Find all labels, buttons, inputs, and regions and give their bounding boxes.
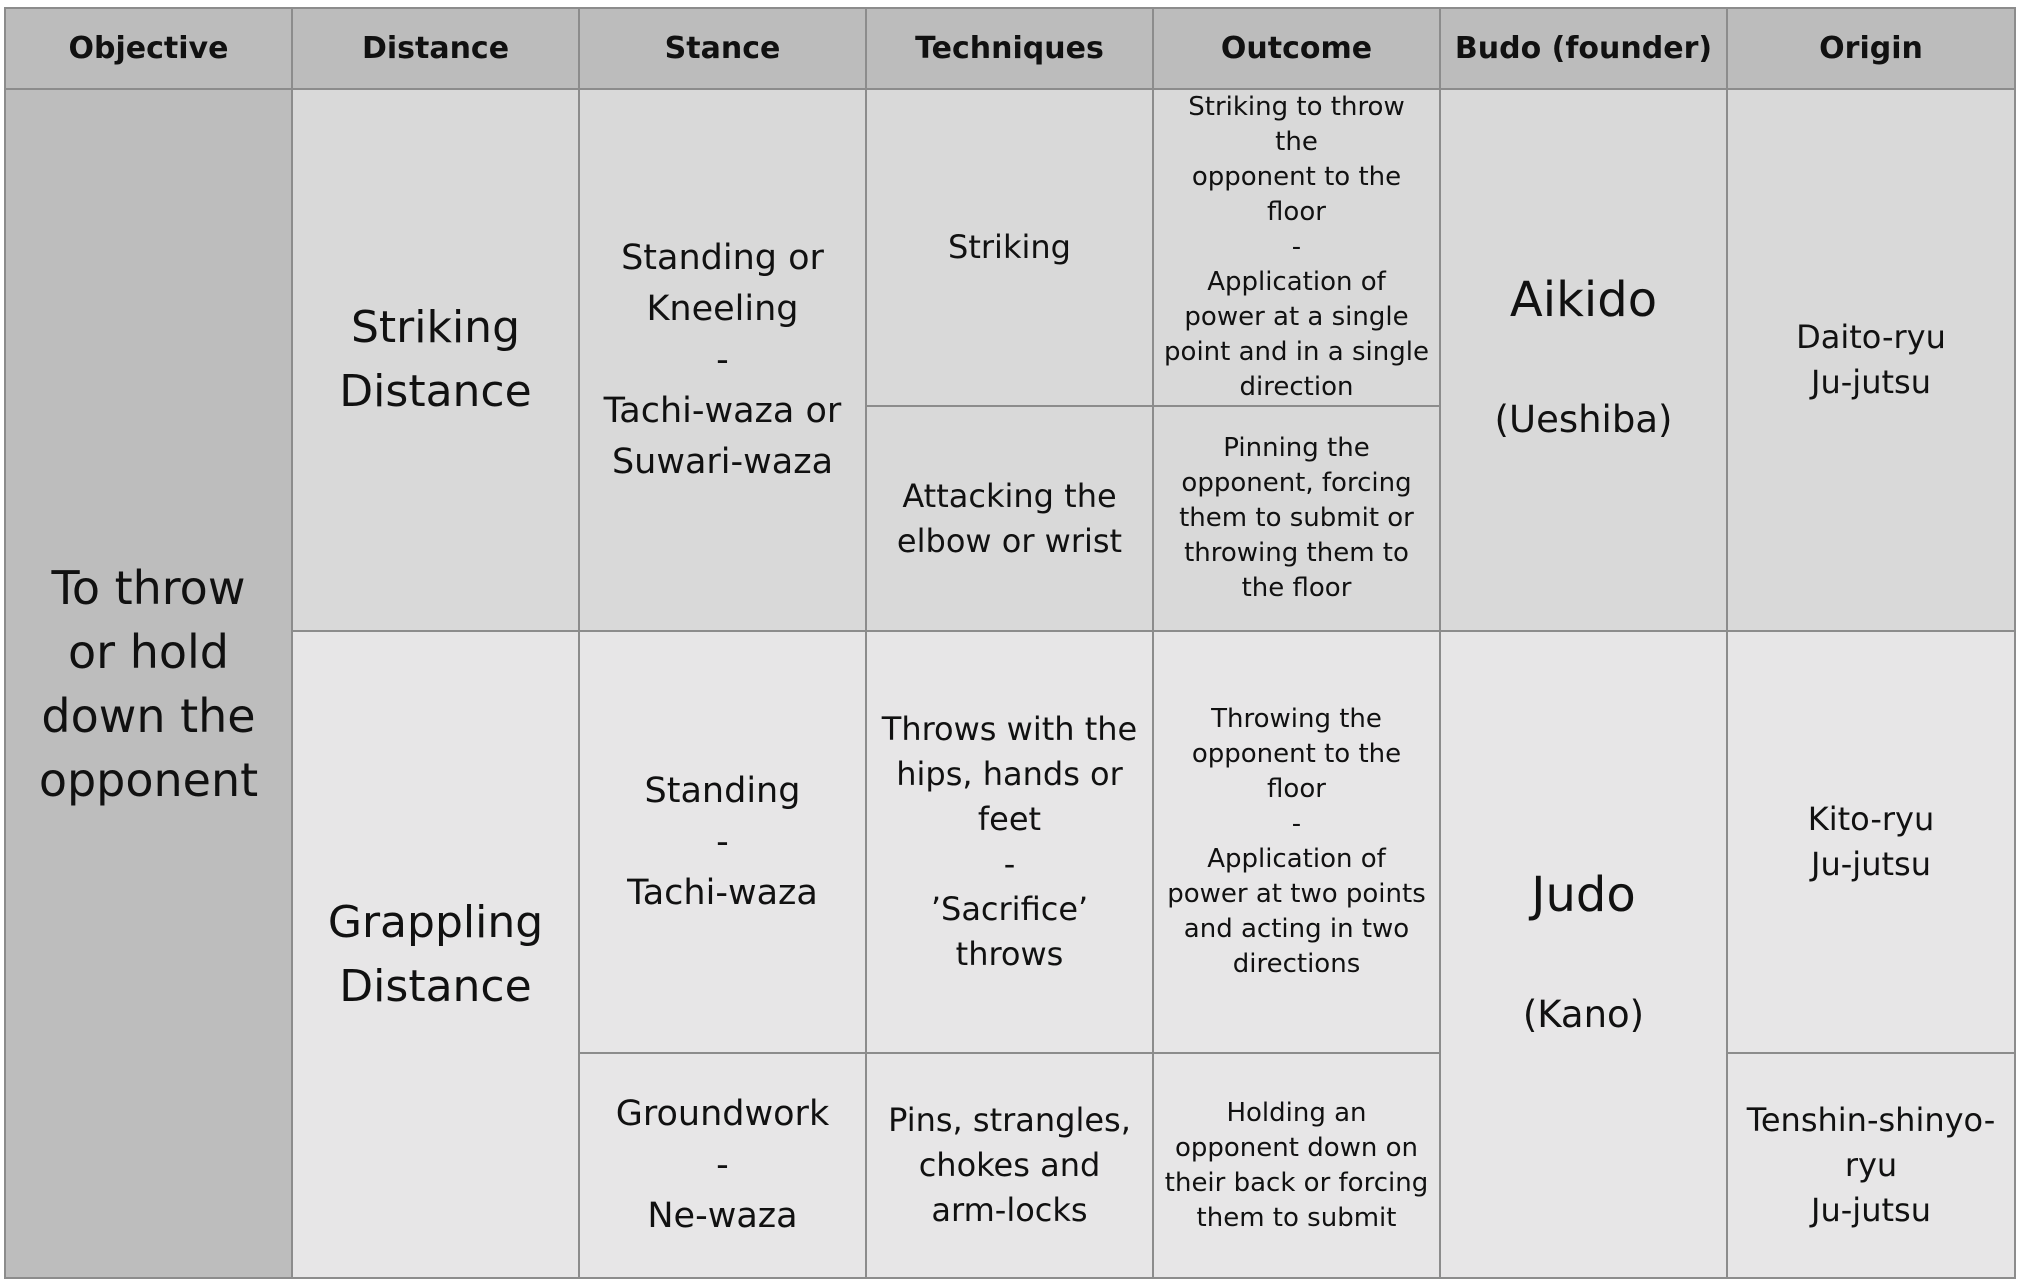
text-line: Kneeling [646,288,799,329]
text-line: Groundwork [615,1094,830,1134]
text-line: - [1291,809,1302,839]
header-outcome: Outcome [1153,8,1440,89]
text-line: chokes and [918,1146,1101,1184]
text-line: To throw [51,560,246,615]
text-line: Ju-jutsu [1811,845,1931,883]
judo-cell [1440,631,1727,1278]
daito-ryu-origin-cell [1727,89,2015,631]
founder-ueshiba: (Ueshiba) [1494,398,1673,441]
aikido-cell [1440,89,1727,631]
text-line: opponent to the [1191,739,1402,769]
text-line: and acting in two [1183,914,1410,944]
text-line: them to submit or [1179,503,1414,533]
text-line: Throwing the [1211,704,1382,734]
header-row [5,8,2015,89]
header-distance: Distance [292,8,579,89]
text-line: Kito-ryu [1807,800,1935,838]
text-line: - [716,821,729,862]
text-line: opponent [38,752,259,807]
text-line: Striking [350,302,521,353]
text-line: them to submit [1196,1202,1397,1233]
text-line: Attacking the [902,476,1117,515]
header-objective: Objective [5,8,292,89]
text-line: Tenshin-shinyo- [1746,1101,1996,1139]
text-line: - [716,1145,729,1185]
text-line: opponent, forcing [1181,468,1412,498]
text-line: Grappling [327,896,544,948]
header-stance: Stance [579,8,866,89]
striking-stance-cell [579,89,866,631]
grappling-distance-cell [292,631,579,1278]
text-line: or hold [68,624,229,679]
pins-techniques-cell [866,1053,1153,1278]
text-line: power at a single [1184,302,1409,332]
text-line: the floor [1241,573,1352,603]
text-line: directions [1232,949,1361,979]
text-line: Distance [339,960,532,1012]
text-line: floor [1267,774,1326,804]
holding-outcome-cell [1153,1053,1440,1278]
text-line: Ne-waza [647,1196,798,1236]
striking-outcome-text [1164,90,1429,405]
text-line: Standing or [621,237,824,278]
grappling-distance-text [303,891,568,1019]
attacking-techniques-cell [866,406,1153,631]
header-budo-founder: Budo (founder) [1440,8,1727,89]
text-line: Pins, strangles, [888,1101,1131,1139]
text-line: Application of [1207,844,1386,874]
striking-outcome-cell [1153,89,1440,406]
throwing-outcome-cell [1153,631,1440,1053]
text-line: Ju-jutsu [1811,1191,1931,1229]
text-line: elbow or wrist [896,521,1123,560]
text-line: floor [1267,197,1326,227]
striking-techniques-text [877,225,1142,270]
text-line: Tachi-waza [627,872,818,913]
text-line: throwing them to [1184,538,1409,568]
objective-cell [5,89,292,1278]
kito-ryu-origin-cell [1727,631,2015,1053]
striking-distance-cell [292,89,579,631]
text-line: - [716,339,729,380]
text-line: feet [977,800,1042,838]
header-techniques: Techniques [866,8,1153,89]
text-line: Throws with the [881,710,1138,748]
text-line: Tachi-waza or [603,390,842,431]
text-line: throws [955,935,1064,973]
text-line: ’Sacrifice’ [930,890,1089,928]
text-line: - [1291,232,1302,262]
objective-text [16,556,281,812]
text-line: down the [41,688,256,743]
tenshin-origin-text [1738,1098,2004,1233]
standing-stance-cell [579,631,866,1053]
founder-kano: (Kano) [1522,992,1645,1036]
striking-techniques-cell [866,89,1153,406]
budo-judo: Judo [1531,866,1636,923]
daito-ryu-origin-text [1738,315,2004,405]
text-line: point and in a single [1164,337,1429,367]
text-line: Pinning the [1223,433,1370,463]
tenshin-origin-cell [1727,1053,2015,1278]
groundwork-stance-text [590,1089,855,1242]
pinning-outcome-text [1164,431,1429,606]
text-line: Application of [1207,267,1386,297]
table-row [5,631,2015,1053]
text-line: direction [1239,372,1354,402]
text-line: arm-locks [931,1191,1088,1229]
text-line: hips, hands or [896,755,1123,793]
text-line: opponent to the [1191,162,1402,192]
text-line: Striking to throw the [1188,92,1405,157]
throws-techniques-text [877,707,1142,977]
text-line: opponent down on [1174,1132,1419,1163]
pinning-outcome-cell [1153,406,1440,631]
striking-stance-text [590,233,855,488]
text-line: Striking [948,228,1071,266]
budo-aikido: Aikido [1509,272,1658,328]
text-line: Ju-jutsu [1811,363,1931,401]
striking-distance-text [303,296,568,424]
text-line: Distance [339,366,532,417]
text-line: power at two points [1167,879,1426,909]
text-line: - [1003,845,1016,883]
text-line: Daito-ryu [1796,318,1946,356]
holding-outcome-text [1164,1096,1429,1236]
pins-techniques-text [877,1098,1142,1233]
throwing-outcome-text [1164,702,1429,982]
text-line: Suwari-waza [611,441,834,482]
throws-techniques-cell [866,631,1153,1053]
text-line: Holding an [1226,1097,1367,1128]
header-origin: Origin [1727,8,2015,89]
groundwork-stance-cell [579,1053,866,1278]
text-line: Standing [644,770,801,811]
text-line: ryu [1844,1146,1898,1184]
martial-arts-table [4,7,2016,1279]
standing-stance-text [590,766,855,919]
kito-ryu-origin-text [1738,797,2004,887]
table-row [5,89,2015,406]
text-line: their back or forcing [1164,1167,1429,1198]
attacking-techniques-text [877,474,1142,564]
